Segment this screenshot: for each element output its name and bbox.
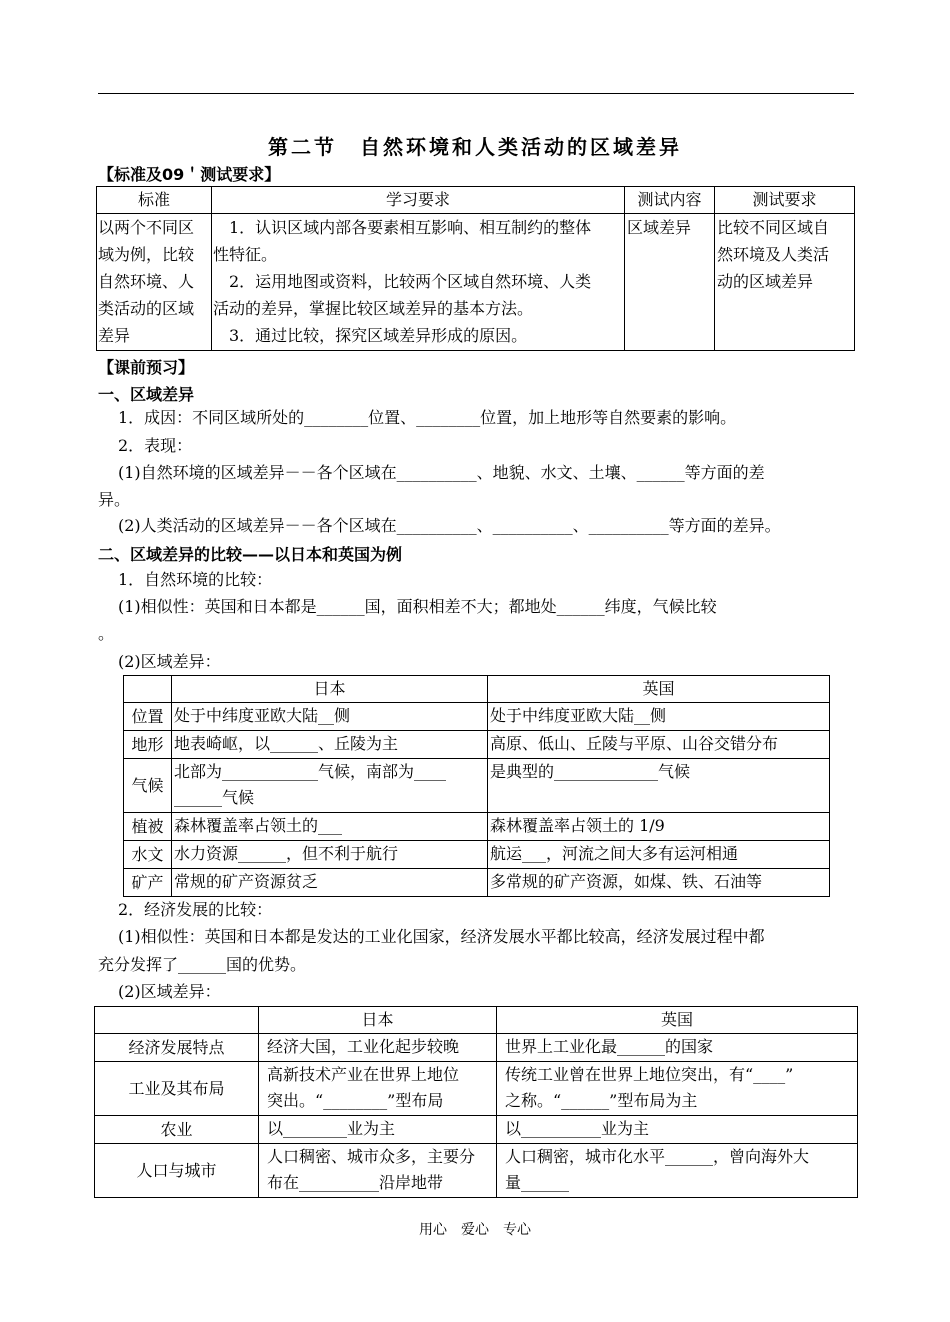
econ-line-1: 2．经济发展的比较： <box>102 900 273 919</box>
t2-header-uk: 英国 <box>488 676 830 703</box>
page-footer: 用心 爱心 专心 <box>419 1222 531 1238</box>
table-row: 水文 水力资源______，但不利于航行 航运___，河流之间大多有运河相通 <box>124 841 830 869</box>
test-req-cell: 比较不同区域自 然环境及人类活 动的区域差异 <box>715 214 855 351</box>
standards-table <box>96 186 855 351</box>
table-row: 气候 北部为____________气候，南部为____ ______气候 是典型的_____________气候 <box>124 759 830 813</box>
top-rule <box>98 93 854 94</box>
table-row: 工业及其布局 高新技术产业在世界上地位 突出。“________”型布局 传统工业曾在世界上地位突出，有“____” 之称。“______”型布局为主 <box>95 1062 858 1116</box>
econ-line-2b: 充分发挥了______国的优势。 <box>98 955 307 974</box>
table-row: 人口与城市 人口稠密、城市众多，主要分 布在__________沿岸地带 人口稠密，城市化水平______，曾向海外大 量______ <box>95 1144 858 1198</box>
preview-line-5: 1．自然环境的比较： <box>102 570 273 589</box>
header-standard: 标准 <box>97 187 212 214</box>
header-learning: 学习要求 <box>212 187 625 214</box>
preview-line-1: 1．成因：不同区域所处的________位置、________位置，加上地形等自然要素的影响。 <box>102 408 737 427</box>
table-row: 农业 以________业为主 以__________业为主 <box>95 1116 858 1144</box>
t3-header-uk: 英国 <box>497 1007 858 1034</box>
preview-line-7: (2)区域差异： <box>102 652 221 671</box>
header-test-req: 测试要求 <box>715 187 855 214</box>
table-row: 矿产 常规的矿产资源贫乏 多常规的矿产资源，如煤、铁、石油等 <box>124 869 830 897</box>
t3-header-japan: 日本 <box>259 1007 497 1034</box>
standard-header: 【标准及09＇测试要求】 <box>98 165 281 184</box>
learning-cell: 1．认识区域内部各要素相互影响、相互制约的整体 性特征。 2．运用地图或资料，比较两个区域自然环境、人类 活动的差异，掌握比较区域差异的基本方法。 3．通过比较，探究区域差异形成的原因。 <box>212 214 625 351</box>
table-row: 植被 森林覆盖率占领土的___ 森林覆盖率占领土的 1/9 <box>124 813 830 841</box>
nature-compare-table <box>123 675 830 897</box>
section-1-heading: 一、区域差异 <box>98 385 195 404</box>
preview-line-3a: (1)自然环境的区域差异－－各个区域在__________、地貌、水文、土壤、______等方面的差 <box>102 463 765 482</box>
table-row: 地形 地表崎岖，以______、丘陵为主 高原、低山、丘陵与平原、山谷交错分布 <box>124 731 830 759</box>
section-2-heading: 二、区域差异的比较——以日本和英国为例 <box>98 545 403 564</box>
table-row: 经济发展特点 经济大国，工业化起步较晚 世界上工业化最______的国家 <box>95 1034 858 1062</box>
preview-line-2: 2．表现： <box>102 436 193 455</box>
table-row: 位置 处于中纬度亚欧大陆__侧 处于中纬度亚欧大陆__侧 <box>124 703 830 731</box>
preview-line-4: (2)人类活动的区域差异－－各个区域在__________、__________、__________等方面的差异。 <box>102 516 781 535</box>
preview-line-6a: (1)相似性：英国和日本都是______国，面积相差不大；都地处______纬度，气候比较 <box>102 597 717 616</box>
economy-compare-table <box>94 1006 858 1198</box>
t2-header-japan: 日本 <box>172 676 488 703</box>
page-title: 第二节 自然环境和人类活动的区域差异 <box>268 135 682 159</box>
preview-line-6b: 。 <box>98 624 115 643</box>
econ-line-3: (2)区域差异： <box>102 982 221 1001</box>
standard-cell: 以两个不同区 域为例，比较 自然环境、人 类活动的区域 差异 <box>97 214 212 351</box>
test-content-cell: 区域差异 <box>625 214 715 351</box>
header-test-content: 测试内容 <box>625 187 715 214</box>
econ-line-2a: (1)相似性：英国和日本都是发达的工业化国家，经济发展水平都比较高，经济发展过程中都 <box>102 927 765 946</box>
preview-header: 【课前预习】 <box>98 358 195 377</box>
preview-line-3b: 异。 <box>98 490 131 509</box>
